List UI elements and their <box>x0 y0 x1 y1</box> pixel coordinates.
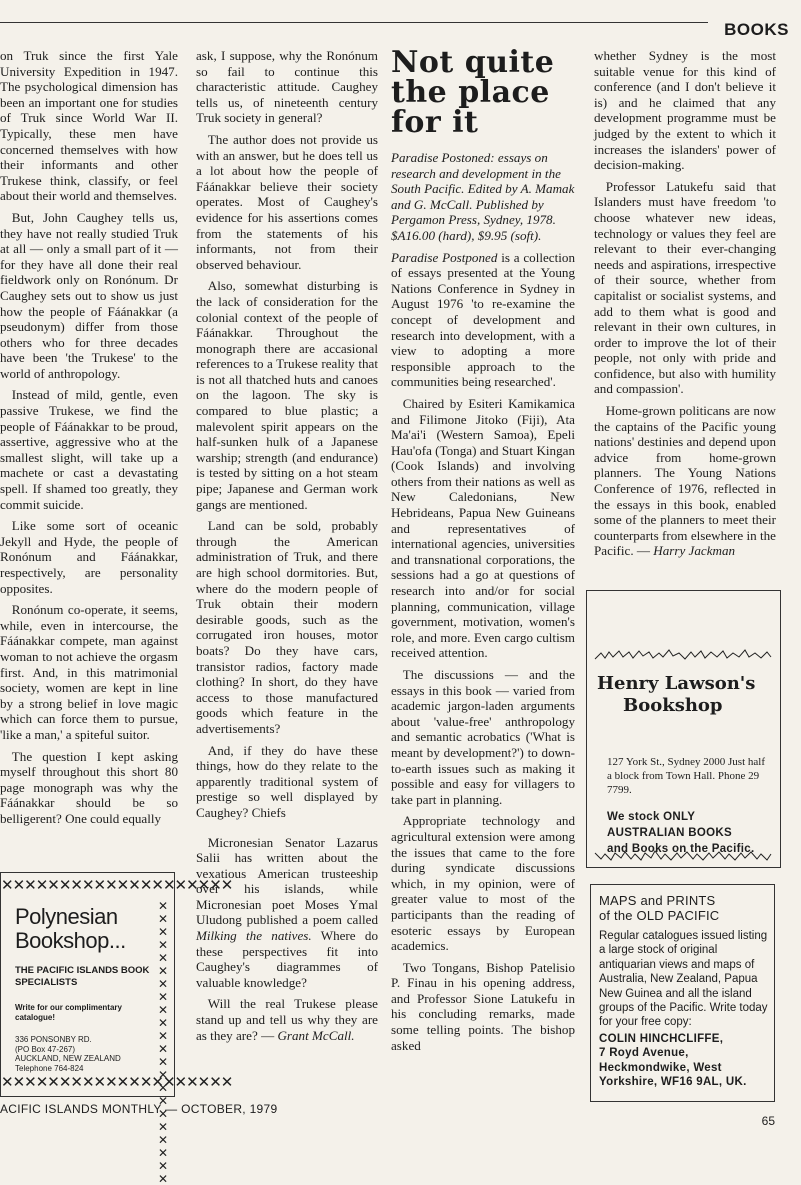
ad-address <box>15 1035 152 1073</box>
paragraph-text: Will the real Trukese please stand up and tell us why they are as they are? — <box>196 996 378 1043</box>
decorative-border: ✕✕✕✕✕✕✕✕✕✕✕✕✕✕✕✕✕✕✕✕ <box>1 878 233 894</box>
paragraph-text: Micronesian Senator Lazarus Salii has written about the vexatious American trusteeship over his islands, while Micronesian poet Moses Ymal Uludong published a poem called <box>196 834 378 928</box>
address-line: AUCKLAND, NEW ZEALAND <box>15 1054 121 1063</box>
decorative-border: ✕✕✕✕✕✕✕✕✕✕✕✕✕✕✕✕✕✕✕✕✕✕ <box>156 899 170 1185</box>
address-line: (PO Box 47-267) <box>15 1044 76 1054</box>
ad-title: of the OLD PACIFIC <box>599 908 720 923</box>
paragraph <box>391 250 575 390</box>
maps-and-prints-ad <box>590 884 775 1102</box>
ad-title-line: Henry Lawson's <box>597 673 756 694</box>
article-column-4 <box>594 48 776 565</box>
paragraph <box>594 403 776 559</box>
paragraph: Instead of mild, gentle, even passive Trukese, we find the people of Fáánakkar to be proud, assertive, aggressive who at the smallest slight, will take up a machete or cast a devastating spell. If shamed too greatly, they commit suicide. <box>0 387 178 512</box>
paragraph: Also, somewhat disturbing is the lack of consideration for the colonial context of the people of Fáánakkar. Throughout the monograph there are accasional references to a Trukese reality that is not all thatched huts and canoes on the lagoon. The sky is compared to blue plastic; a malevolent spirit appears on the half-sunken hulk of a Japanese warship; strength (and endurance) is tested by sitting on a hot steam pipe; Japanese and German work gangs are mentioned. <box>196 278 378 512</box>
paragraph: And, if they do have these things, how do they relate to the apparently traditional system of prestige so well displayed by Caughey? Chiefs <box>196 742 378 820</box>
article-column-3 <box>391 45 575 1059</box>
paragraph-text: Where do these perspectives fit into Caughey's diagrammes of valuable knowledge? <box>196 928 378 990</box>
paragraph: ask, I suppose, why the Ronónum so fail to continue this characteristic attitude. Caughey tells us, of nineteenth century Truk society in general? <box>196 48 378 126</box>
paragraph-text: is a collection of essays presented at the Young Nations Conference in Sydney in August 1976 'to re-examine the concept of development and research into development, with a view to adopting a more responsible approach to the communities being researched'. <box>391 249 575 390</box>
paragraph: Like some sort of oceanic Jekyll and Hyde, the people of Ronónum and Fáánakkar, respectively, are personality opposites. <box>0 518 178 596</box>
ad-body: Regular catalogues issued listing a large stock of original antiquarian views and maps of Australia, New Zealand, Papua New Guinea and all the island groups of the Pacific. Write today for your free copy: <box>599 930 768 1029</box>
page-number: 65 <box>761 1114 775 1128</box>
paragraph: The author does not provide us with an answer, but he does tell us a lot about how the people of Fáánakkar believe their society operates. Most of Caughey's evidence for his assertions comes from the statements of his informants, not from their observed behaviour. <box>196 131 378 272</box>
ad-contact <box>599 1032 768 1090</box>
author-byline: Grant McCall. <box>277 1027 355 1043</box>
ad-stock-line: AUSTRALIAN BOOKS <box>607 827 732 839</box>
header-rule <box>0 22 708 23</box>
ad-stock-line: and Books on the Pacific. <box>607 843 755 855</box>
paragraph: Appropriate technology and agricultural extension were among the issues that came to the fore during syndicate discussions which, in my opinion, were of greater value to most of the participants than the reading of esoteric essays by European academics. <box>391 813 575 954</box>
paragraph: The question I kept asking myself throughout this short 80 page monograph was why the Fáánakkar should be so belligerent? One could equally <box>0 748 178 826</box>
author-byline: Harry Jackman <box>653 543 736 559</box>
paragraph: But, John Caughey tells us, they have not really studied Truk at all — only a small part of it — for they have all done their real fieldwork only on Ronónum. Dr Caughey sets out to show us just how the people of Fáánakkar (a pseudonym) differ from those others who for three decades have been 'the Trukese' to the world of anthropology. <box>0 209 178 381</box>
address-line: Telephone 764-824 <box>15 1063 84 1073</box>
squiggle-decoration <box>593 845 773 865</box>
contact-line: Yorkshire, WF16 9AL, UK. <box>599 1076 747 1089</box>
book-title: Paradise Postponed <box>391 249 498 265</box>
ad-title-line: Bookshop <box>623 695 723 716</box>
paragraph-text: Home-grown politicans are now the captains of the Pacific young nations' destinies and depend upon advice from home-grown planners. The Young Nations Conference of 1976, reflected in the essays in this book, enabled some of the planners to meet their counterparts from elsewhere in the Pacific. — <box>594 403 777 559</box>
paragraph: Two Tongans, Bishop Patelisio P. Finau in his opening address, and Professor Sione Latukefu in his concluding remarks, made some telling points. The bishop asked <box>391 959 575 1053</box>
section-title: BOOKS <box>724 20 789 39</box>
paragraph: Land can be sold, probably through the American administration of Truk, and there are high school dormitories. But, where do the modern people of Truk obtain their modern desirable goods, such as the corrugated iron houses, motor boats? Do they have cars, transistor radios, factory made clothing? In short, do they have access to those manufactured goods which feature in the advertisements? <box>196 518 378 736</box>
ad-tagline: THE PACIFIC ISLANDS BOOK SPECIALISTS <box>15 965 150 988</box>
contact-line: 7 Royd Avenue, <box>599 1047 689 1060</box>
squiggle-decoration <box>593 645 773 665</box>
ad-title <box>597 673 755 717</box>
ad-title: Polynesian <box>15 904 118 929</box>
paragraph: on Truk since the first Yale University Expedition in 1947. The psychological dimension has been an important one for studies of Truk since World War II. Typically, these men have concerned themselves with how their informants and other Trukese think, classify, or feel about their world and themselves. <box>0 48 178 204</box>
paragraph <box>196 996 378 1043</box>
address-line: 336 PONSONBY RD. <box>15 1035 92 1044</box>
decorative-border: ✕✕✕✕✕✕✕✕✕✕✕✕✕✕✕✕✕✕✕✕ <box>1 1075 233 1091</box>
poem-title: Milking the natives. <box>196 928 312 944</box>
ad-title: MAPS and PRINTS <box>599 893 716 908</box>
publication-footer: ACIFIC ISLANDS MONTHLY — OCTOBER, 1979 <box>0 1102 278 1116</box>
contact-line: Heckmondwike, West <box>599 1061 722 1074</box>
paragraph: Chaired by Esiteri Kamikamica and Filimone Jitoko (Fiji), Ata Ma'ai'i (Western Samoa), Epeli Hau'ofa (Tonga) and Stuart Kingan (Cook Islands) and involving others from their nations as well as New Caledonians, New Hebrideans, Papua New Guineans and representatives of international agencies, universities and transnational corporations, the sessions had a go at questions of research into and/or for social planning, communication, village government, motivation, women's role, and more. Even cargo cultism received attention. <box>391 395 575 661</box>
paragraph: Ronónum co-operate, it seems, while, even in intercourse, the Fáánakkar compete, man against woman to not achieve the orgasm first. And, in this matrimonial society, women are kept in line by a strong belief in love magic which can force them to pursue, 'like a man,' a spiteful suitor. <box>0 602 178 742</box>
article-column-1 <box>0 48 178 833</box>
henry-lawson-bookshop-ad <box>586 590 781 868</box>
ad-address: 127 York St., Sydney 2000 Just half a block from Town Hall. Phone 29 7799. <box>607 756 765 796</box>
contact-line: COLIN HINCHCLIFFE, <box>599 1032 724 1045</box>
paragraph: whether Sydney is the most suitable venue for this kind of conference (and I don't believe it is) and he claimed that any development programme must be judged by the extent to which it increases the islanders' power of decision-making. <box>594 48 776 173</box>
book-citation: Paradise Postoned: essays on research and development in the South Pacific. Edited by A. Mamak and G. McCall. Published by Pergamon Press, Sydney, 1978. $A16.00 (hard), $9.95 (soft). <box>391 150 575 243</box>
article-headline: Not quite the place for it <box>391 45 555 140</box>
paragraph <box>196 835 378 991</box>
article-column-2 <box>196 48 378 1049</box>
ad-title: Bookshop... <box>15 928 126 953</box>
paragraph: The discussions — and the essays in this book — varied from academic jargon-laden arguments about 'value-free' anthropology and semantic acrobatics ('What is meant by development?') to down-to-earth issues such as making it possible and easy for villagers to take part in planning. <box>391 667 575 807</box>
ad-offer: Write for our complimentary catalogue! <box>15 1003 122 1022</box>
paragraph: Professor Latukefu said that Islanders must have freedom 'to choose whatever new ideas, technology or values they feel are relevant to their ever-changing needs and aspirations, irrespective of their source, whether from capitalist or socialist systems, and add to them what is good and relevant in their own cultures, in order to improve the lot of their people, not only with pride and confidence, but also with humility and compassion'. <box>594 178 776 397</box>
ad-stock-line: We stock ONLY <box>607 811 696 823</box>
